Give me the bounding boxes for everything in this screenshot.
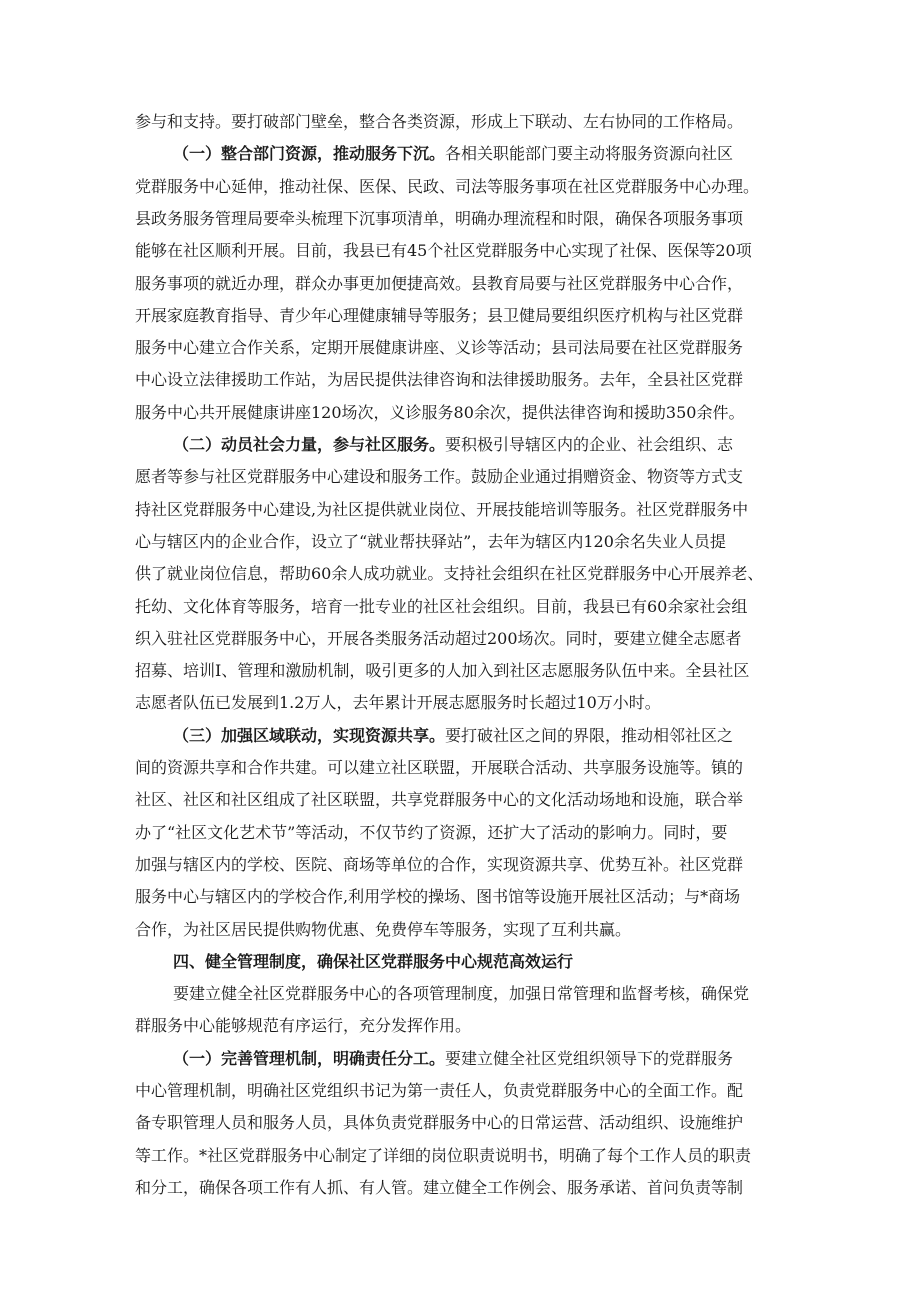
paragraph-text: 加强与辖区内的学校、医院、商场等单位的合作，实现资源共享、优势互补。社区党群 — [135, 854, 744, 874]
paragraph-text: 要打破社区之间的界限，推动相邻社区之 — [445, 725, 734, 745]
text-line — [135, 338, 743, 358]
paragraph-text: 参与和支持。要打破部门壁垒，整合各类资源，形成上下联动、左右协同的工作格局。 — [135, 112, 744, 131]
paragraph-text: 间的资源共享和合作共建。可以建立社区联盟，开展联合活动、共享服务设施等。镇的 — [135, 758, 744, 777]
text-line — [135, 241, 752, 261]
text-line — [135, 177, 759, 197]
text-line — [173, 726, 733, 746]
text-line — [135, 1081, 743, 1101]
paragraph-text: 持社区党群服务中心建设,为社区提供就业岗位、开展技能培训等服务。社区党群服务中 — [135, 499, 749, 519]
text-line — [135, 532, 726, 552]
paragraph-text: 各相关职能部门要主动将服务资源向社区 — [445, 144, 734, 164]
paragraph-text: 能够在社区顺利开展。目前，我县已有45个社区党群服务中心实现了社保、医保等20项 — [135, 241, 752, 261]
text-line — [135, 855, 743, 875]
section-heading: （三）加强区域联动，实现资源共享。 — [173, 725, 446, 745]
text-line — [135, 693, 661, 713]
paragraph-text: 党群服务中心延伸，推动社保、医保、民政、司法等服务事项在社区党群服务中心办理。 — [135, 176, 760, 196]
text-line — [135, 274, 743, 294]
section-heading: 四、健全管理制度，确保社区党群服务中心规范高效运行 — [173, 951, 574, 971]
paragraph-text: 服务中心共开展健康讲座120场次，义诊服务80余次，提供法律咨询和援助350余件。 — [135, 402, 745, 422]
section-heading: （一）完善管理机制，明确责任分工。 — [173, 1048, 446, 1068]
text-line — [135, 887, 740, 907]
paragraph-text: 托幼、文化体育等服务，培育一批专业的社区社会组织。目前，我县已有60余家社会组 — [135, 596, 748, 616]
paragraph-text: 合作，为社区居民提供购物优惠、免费停车等服务，实现了互利共赢。 — [135, 919, 632, 939]
paragraph-text: 开展家庭教育指导、青少年心理健康辅导等服务；县卫健局要组织医疗机构与社区党群 — [135, 305, 744, 325]
text-line — [135, 920, 631, 940]
paragraph-text: 心与辖区内的企业合作，设立了“就业帮扶驿站”，去年为辖区内120余名失业人员提 — [135, 531, 726, 551]
text-line — [173, 435, 733, 455]
paragraph-text: 服务中心与辖区内的学校合作,利用学校的操场、图书馆等设施开展社区活动；与*商场 — [135, 887, 741, 907]
text-line — [173, 984, 749, 1004]
paragraph-text: 服务事项的就近办理，群众办事更加便捷高效。县教育局要与社区党群服务中心合作， — [135, 273, 744, 293]
text-line — [135, 597, 747, 617]
text-line — [173, 144, 733, 164]
paragraph-text: 县政务服务管理局要牵头梳理下沉事项清单，明确办理流程和时限，确保各项服务事项 — [135, 208, 744, 228]
text-line — [135, 1016, 471, 1036]
paragraph-text: 和分工，确保各项工作有人抓、有人管。建立健全工作例会、服务承诺、首问负责等制 — [135, 1177, 744, 1197]
text-line — [135, 661, 749, 681]
text-line — [135, 209, 743, 229]
paragraph-text: 要建立健全社区党组织领导下的党群服务 — [445, 1048, 734, 1068]
paragraph-text: 社区、社区和社区组成了社区联盟，共享党群服务中心的文化活动场地和设施，联合举 — [135, 790, 744, 810]
text-line — [135, 403, 744, 423]
text-line — [173, 1049, 733, 1069]
paragraph-text: 中心管理机制，明确社区党组织书记为第一责任人，负责党群服务中心的全面工作。配 — [135, 1081, 744, 1100]
text-line — [135, 500, 748, 520]
paragraph-text: 办了“社区文化艺术节”等活动，不仅节约了资源，还扩大了活动的影响力。同时，要 — [135, 822, 728, 842]
paragraph-text: 招募、培训I、管理和激励机制，吸引更多的人加入到社区志愿服务队伍中来。全县社区 — [135, 661, 750, 681]
paragraph-text: 要建立健全社区党群服务中心的各项管理制度，加强日常管理和监督考核，确保党 — [173, 984, 750, 1004]
text-line — [135, 790, 743, 810]
paragraph-text: 服务中心建立合作关系，定期开展健康讲座、义诊等活动；县司法局要在社区党群服务 — [135, 338, 744, 358]
paragraph-text: 备专职管理人员和服务人员，具体负责党群服务中心的日常运营、活动组织、设施维护 — [135, 1113, 744, 1133]
paragraph-text: 愿者等参与社区党群服务中心建设和服务工作。鼓励企业通过捐赠资金、物资等方式支 — [135, 467, 744, 487]
paragraph-text: 织入驻社区党群服务中心，开展各类服务活动超过200场次。同时，要建立健全志愿者 — [135, 628, 742, 648]
paragraph-text: 志愿者队伍已发展到1.2万人，去年累计开展志愿服务时长超过10万小时。 — [135, 693, 661, 713]
text-line — [135, 370, 743, 390]
text-line — [135, 112, 743, 132]
section-heading: （一）整合部门资源，推动服务下沉。 — [173, 144, 446, 164]
text-line — [135, 1113, 743, 1133]
text-line — [135, 823, 727, 843]
paragraph-text: 群服务中心能够规范有序运行，充分发挥作用。 — [135, 1016, 472, 1036]
text-line — [135, 1178, 743, 1198]
text-line — [173, 952, 573, 972]
paragraph-text: 等工作。*社区党群服务中心制定了详细的岗位职责说明书，明确了每个工作人员的职责 — [135, 1145, 752, 1165]
text-line — [135, 629, 742, 649]
text-line — [135, 306, 743, 326]
text-line — [135, 564, 763, 584]
section-heading: （二）动员社会力量，参与社区服务。 — [173, 435, 446, 454]
paragraph-text: 要积极引导辖区内的企业、社会组织、志 — [445, 435, 734, 454]
paragraph-text: 供了就业岗位信息，帮助60余人成功就业。支持社会组织在社区党群服务中心开展养老、 — [135, 564, 764, 584]
text-line — [135, 467, 743, 487]
paragraph-text: 中心设立法律援助工作站，为居民提供法律咨询和法律援助服务。去年，全县社区党群 — [135, 370, 744, 390]
text-line — [135, 1146, 751, 1166]
text-line — [135, 758, 743, 778]
